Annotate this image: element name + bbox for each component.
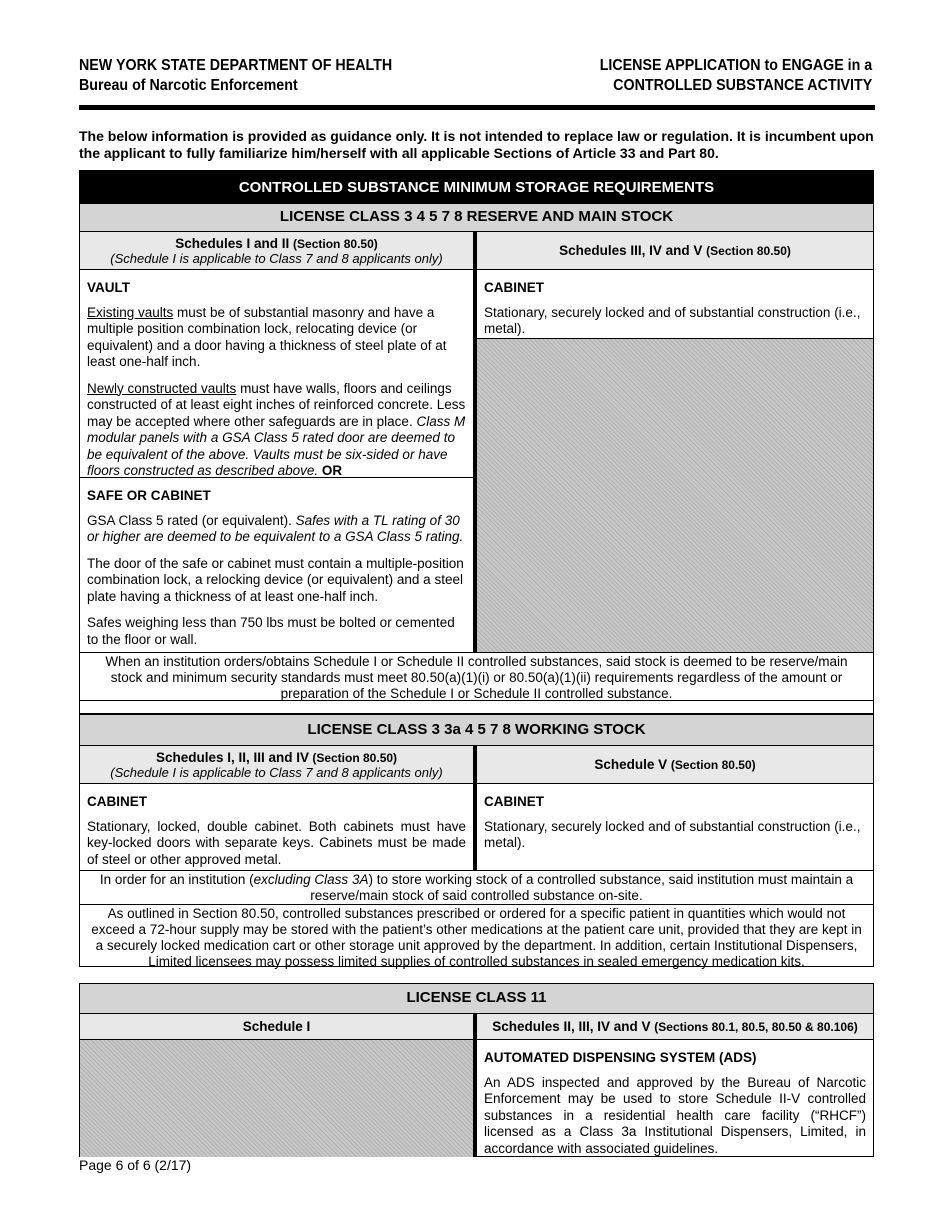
safe-rating-plain: GSA Class 5 rated (or equivalent). — [87, 512, 292, 528]
shaded-not-applicable-area — [477, 339, 873, 652]
new-vaults-label: Newly constructed vaults — [87, 380, 237, 396]
working-stock-table — [79, 714, 874, 967]
column-headers-class-11 — [80, 1014, 873, 1040]
safe-rating-italic: Safes with a TL rating of 30 or higher are deemed to be equivalent to a GSA Class 5 rating. — [87, 512, 464, 544]
form-title-line2: CONTROLLED SUBSTANCE ACTIVITY — [612, 77, 872, 94]
cabinet-text: Stationary, securely locked and of substantial construction (i.e., metal). — [484, 818, 861, 850]
vault-title: VAULT — [87, 280, 130, 295]
column-header-section: (Section 80.50) — [293, 236, 378, 251]
cabinet-text: Stationary, securely locked and of substantial construction (i.e., metal). — [484, 304, 861, 336]
form-title-line1: LICENSE APPLICATION to ENGAGE in a — [599, 57, 872, 74]
existing-vaults-body: must be of substantial masonry and have a multiple position combination lock, relocating device (or equivalent) and a door having a thickness of steel plate of at least one-half inch. — [87, 304, 447, 369]
schedules-1-4-cabinet — [80, 784, 477, 870]
column-header-label: Schedules II, III, IV and V — [492, 1019, 651, 1034]
double-cabinet-text: Stationary, locked, double cabinet. Both cabinets must have key-locked doors with separate keys. Cabinets must be made of steel or other approved metal. — [87, 818, 466, 867]
column-header-schedule-5 — [477, 746, 873, 783]
bureau-name: Bureau of Narcotic Enforcement — [79, 77, 298, 94]
column-header-label: Schedules III, IV and V — [559, 243, 703, 258]
column-header-schedule-1 — [80, 1014, 477, 1039]
safe-rating-text — [87, 513, 466, 546]
section-title-working-stock: LICENSE CLASS 3 3a 4 5 7 8 WORKING STOCK — [80, 714, 873, 746]
column-header-section: (Section 80.50) — [706, 244, 791, 258]
safe-weight-text: Safes weighing less than 750 lbs must be bolted or cemented to the floor or wall. — [87, 615, 455, 647]
column-header-schedules-1-2 — [80, 232, 477, 269]
schedules-1-2-requirements — [80, 270, 477, 652]
existing-vaults-text — [87, 305, 466, 371]
license-class-11-table — [79, 983, 874, 1157]
working-stock-body — [80, 784, 873, 870]
or-label: OR — [318, 463, 343, 478]
reserve-stock-body — [80, 270, 873, 652]
ads-text: An ADS inspected and approved by the Bureau of Narcotic Enforcement may be used to store Schedule II-V controlled substances in a residential health care facility (“RHCF”) licensed as a Class 3a Institutional Dispensers, Limited, in accordance with associated guidelines. — [484, 1074, 866, 1156]
patient-supply-note: As outlined in Section 80.50, controlled substances prescribed or ordered for a specific patient in quantities which would not exceed a 72-hour supply may be stored with the patient’s other medications at the patient care unit, provided that they are kept in a securely locked medication cart or other storage unit approved by the department. In addition, certain Institutional Dispensers, Limited licensees may possess limited supplies of controlled substances in sealed emergency medication kits. — [80, 904, 873, 969]
ads-title: AUTOMATED DISPENSING SYSTEM (ADS) — [484, 1050, 757, 1065]
column-header-section: (Section 80.50) — [309, 750, 398, 765]
form-title-header — [599, 56, 872, 96]
header-rule — [79, 105, 875, 110]
safe-title: SAFE OR CABINET — [87, 488, 211, 503]
reserve-stock-note: When an institution orders/obtains Schedule I or Schedule II controlled substances, said stock is deemed to be reserve/main stock and minimum security standards must meet 80.50(a)(1)(i) or 80.50(a)(1)(ii) requirements regardless of the amount or preparation of the Schedule I or Schedule II controlled substance. — [80, 652, 873, 701]
cabinet-title: CABINET — [87, 794, 147, 809]
note-text-a: In order for an institution ( — [99, 872, 254, 887]
column-header-section: (Section 80.50) — [670, 758, 756, 772]
new-vaults-text — [87, 381, 466, 480]
new-vaults-italic: Class M modular panels with a GSA Class 5 rated door are deemed to be equivalent of the above. Vaults must be six-sided or have floors constructed as described above. — [87, 413, 466, 478]
schedules-3-5-requirements — [477, 270, 873, 652]
note-text-b: ) to store working stock of a controlled substance, said institution must maintain a reserve/main stock of said controlled substance on-site. — [310, 872, 854, 903]
column-header-label: Schedules I and II — [175, 235, 290, 251]
class-11-body — [80, 1040, 873, 1157]
safe-door-text: The door of the safe or cabinet must contain a multiple-position combination lock, a relocking device (or equivalent) and a steel plate having a thickness of at least one-half inch. — [87, 555, 464, 604]
ads-block — [477, 1040, 873, 1157]
column-header-label: Schedule V — [594, 757, 668, 772]
page-footer: Page 6 of 6 (2/17) — [79, 1157, 192, 1173]
column-headers-working — [80, 746, 873, 784]
existing-vaults-label: Existing vaults — [87, 304, 174, 320]
column-header-label: Schedules I, II, III and IV — [155, 749, 309, 765]
column-header-section: (Sections 80.1, 80.5, 80.50 & 80.106) — [654, 1020, 858, 1034]
schedule-5-cabinet — [477, 784, 873, 870]
cabinet-title: CABINET — [484, 794, 544, 809]
new-vaults-body: must have walls, floors and ceilings constructed of at least eight inches of reinforced concrete. Less may be accepted where other safeguards are in place. — [87, 380, 466, 429]
column-header-schedules-3-5 — [477, 232, 873, 269]
section-title-reserve-stock: LICENSE CLASS 3 4 5 7 8 RESERVE AND MAIN STOCK — [80, 204, 873, 232]
cabinet-title: CABINET — [484, 280, 544, 295]
table-main-title: CONTROLLED SUBSTANCE MINIMUM STORAGE REQUIREMENTS — [80, 171, 873, 204]
vault-block — [80, 270, 473, 477]
safe-cabinet-block — [80, 477, 473, 658]
column-header-schedules-1-4 — [80, 746, 477, 783]
section-title-class-11: LICENSE CLASS 11 — [80, 984, 873, 1014]
shaded-not-applicable-area — [80, 1040, 477, 1157]
cabinet-block — [477, 270, 873, 339]
guidance-text: The below information is provided as guidance only. It is not intended to replace law or regulation. It is incumbent upon the applicant to fully familiarize him/herself with all applicable Sections of Article 33 and Part 80. — [79, 128, 874, 161]
column-header-schedules-2-5 — [477, 1014, 873, 1039]
column-headers-reserve — [80, 232, 873, 270]
column-header-note: (Schedule I is applicable to Class 7 and 8 applicants only) — [110, 250, 443, 266]
note-text-italic: excluding Class 3A — [253, 872, 369, 887]
agency-name: NEW YORK STATE DEPARTMENT OF HEALTH — [79, 57, 393, 74]
agency-header — [79, 56, 392, 96]
working-stock-note — [80, 870, 873, 904]
column-header-note: (Schedule I is applicable to Class 7 and 8 applicants only) — [110, 764, 443, 780]
storage-requirements-table — [79, 170, 874, 714]
column-header-label: Schedule I — [242, 1019, 311, 1034]
